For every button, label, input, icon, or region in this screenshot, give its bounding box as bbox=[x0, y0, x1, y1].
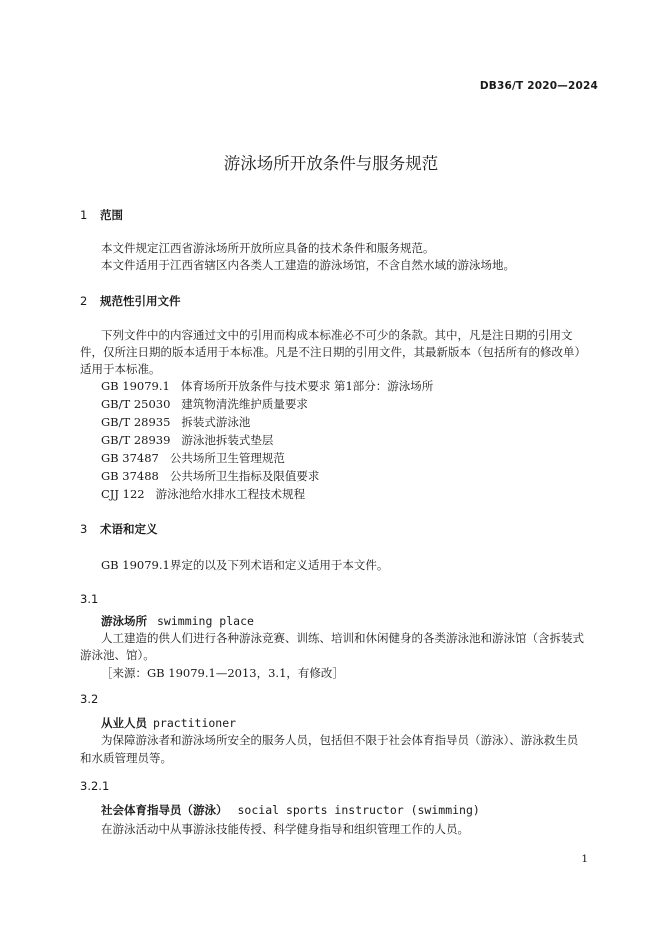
reference-code: GB/T 28935 bbox=[101, 415, 171, 429]
reference-item bbox=[101, 432, 273, 448]
term-english: social sports instructor (swimming) bbox=[237, 803, 480, 817]
definition-line: 人工建造的供人们进行各种游泳竞赛、训练、培训和休闲健身的各类游泳池和游泳馆（含拆装式 bbox=[101, 631, 584, 645]
term-entry bbox=[101, 613, 254, 629]
definition-line: 在游泳活动中从事游泳技能传授、科学健身指导和组织管理工作的人员。 bbox=[101, 822, 469, 836]
source-note: ［来源：GB 19079.1—2013，3.1，有修改］ bbox=[101, 666, 344, 680]
reference-item bbox=[101, 396, 308, 412]
subclause-3-1-number bbox=[80, 592, 98, 606]
term-entry bbox=[101, 802, 480, 818]
section-title: 范围 bbox=[100, 208, 123, 222]
paragraph-line: 适用于本标准。 bbox=[80, 362, 161, 376]
section-2-heading bbox=[80, 293, 181, 309]
paragraph: 本文件适用于江西省辖区内各类人工建造的游泳场馆，不含自然水域的游泳场地。 bbox=[101, 258, 515, 272]
reference-title: 游泳池拆装式垫层 bbox=[181, 433, 274, 447]
reference-code: GB/T 28939 bbox=[101, 433, 171, 447]
clause-number: 3.1 bbox=[80, 592, 99, 606]
term-english: practitioner bbox=[153, 716, 237, 730]
definition-line: 和水质管理员等。 bbox=[80, 751, 172, 765]
reference-title: 公共场所卫生管理规范 bbox=[169, 451, 285, 465]
reference-title: 体育场所开放条件与技术要求 第1部分：游泳场所 bbox=[180, 379, 434, 393]
section-number: 3 bbox=[80, 522, 88, 536]
paragraph: GB 19079.1界定的以及下列术语和定义适用于本文件。 bbox=[101, 558, 389, 572]
clause-number: 3.2.1 bbox=[80, 779, 110, 793]
reference-code: CJJ 122 bbox=[101, 487, 145, 501]
section-title: 规范性引用文件 bbox=[100, 294, 181, 308]
reference-item bbox=[101, 414, 250, 430]
document-code: DB36/T 2020—2024 bbox=[479, 80, 598, 92]
term-chinese: 从业人员 bbox=[101, 716, 147, 730]
reference-item bbox=[101, 486, 305, 502]
document-title: 游泳场所开放条件与服务规范 bbox=[223, 154, 439, 173]
paragraph-line: 件，仅所注日期的版本适用于本标准。凡是不注日期的引用文件，其最新版本（包括所有的修改单） bbox=[80, 345, 586, 359]
term-entry bbox=[101, 715, 236, 731]
reference-code: GB 37488 bbox=[101, 469, 159, 483]
reference-item bbox=[101, 468, 319, 484]
section-title: 术语和定义 bbox=[100, 522, 158, 536]
subclause-3-2-number bbox=[80, 692, 98, 706]
paragraph: 本文件规定江西省游泳场所开放所应具备的技术条件和服务规范。 bbox=[101, 241, 435, 255]
reference-title: 游泳池给水排水工程技术规程 bbox=[155, 487, 306, 501]
page-number: 1 bbox=[581, 853, 588, 865]
clause-number: 3.2 bbox=[80, 692, 99, 706]
paragraph-line: 下列文件中的内容通过文中的引用而构成本标准必不可少的条款。其中，凡是注日期的引用文 bbox=[101, 328, 573, 342]
section-1-heading bbox=[80, 207, 123, 223]
definition-line: 为保障游泳者和游泳场所安全的服务人员，包括但不限于社会体育指导员（游泳）、游泳救生员 bbox=[101, 733, 579, 747]
reference-code: GB 37487 bbox=[101, 451, 159, 465]
subclause-3-2-1-number bbox=[80, 779, 109, 793]
term-chinese: 游泳场所 bbox=[101, 614, 147, 628]
reference-code: GB/T 25030 bbox=[101, 397, 171, 411]
reference-title: 拆装式游泳池 bbox=[181, 415, 251, 429]
section-3-heading bbox=[80, 521, 158, 537]
section-number: 2 bbox=[80, 294, 88, 308]
reference-title: 公共场所卫生指标及限值要求 bbox=[169, 469, 320, 483]
reference-item bbox=[101, 378, 433, 394]
section-number: 1 bbox=[80, 208, 88, 222]
reference-item bbox=[101, 450, 285, 466]
term-english: swimming place bbox=[157, 614, 254, 628]
reference-code: GB 19079.1 bbox=[101, 379, 170, 393]
definition-line: 游泳池、馆）。 bbox=[80, 648, 155, 662]
reference-title: 建筑物清洗维护质量要求 bbox=[181, 397, 308, 411]
term-chinese: 社会体育指导员（游泳） bbox=[101, 803, 228, 817]
